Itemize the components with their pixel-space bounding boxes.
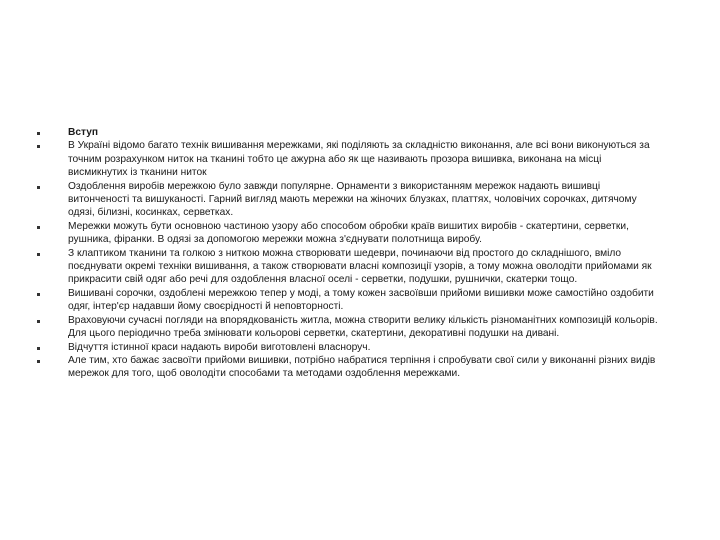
bullet-marker [37, 320, 40, 323]
list-item [37, 139, 663, 179]
list-item [37, 180, 663, 220]
bullet-list [37, 126, 663, 381]
bullet-marker [37, 226, 40, 229]
heading-text: Вступ [68, 127, 99, 138]
list-item [37, 341, 663, 354]
list-item-text: Враховуючи сучасні погляди на впорядкованість житла, можна створити велику кількість різноманітних композицій кольорів. Для цього періодично треба змінювати кольорові серветки, скатертини, декоративні подушки на дивані. [68, 314, 658, 340]
list-item [37, 354, 663, 381]
bullet-marker [37, 145, 40, 148]
bullet-marker [37, 293, 40, 296]
bullet-marker [37, 347, 40, 350]
list-item-text: Але тим, хто бажає засвоїти прийоми вишивки, потрібно набратися терпіння і спробувати свої сили у виконанні різних видів мережок для того, щоб оволодіти способами та методами оздоблення мережками. [68, 354, 656, 380]
list-item-text: З клаптиком тканини та голкою з ниткою можна створювати шедеври, починаючи від простого до складнішого, вміло поєднувати окремі техніки вишивання, а також створювати власні композиції узорів, а тому можна оволодіти прийомами як прикрасити свій одяг або речі для оздоблення власної оселі - серветки, подушки, рушнички, скатерки тощо. [68, 247, 652, 286]
bullet-marker [37, 132, 40, 135]
list-item [37, 247, 663, 287]
list-item-text: Відчуття істинної краси надають вироби виготовлені власноруч. [68, 341, 371, 353]
list-item-text: Оздоблення виробів мережкою було завжди популярне. Орнаменти з використанням мережок надають вишивці витонченості та вишуканості. Гарний вигляд мають мережки на жіночих блузках, платтях, чоловічих сорочках, дитячому одязі, білизні, косинках, серветках. [68, 180, 637, 219]
bullet-marker [37, 186, 40, 189]
list-item-text: Мережки можуть бути основною частиною узору або способом обробки країв вишитих виробів - скатертини, серветки, рушника, фіранки. В одязі за допомогою мережки можна з'єднувати полотнища виробу. [68, 220, 629, 246]
bullet-marker [37, 360, 40, 363]
list-item-text: Вишивані сорочки, оздоблені мережкою тепер у моді, а тому кожен засвоївши прийоми вишивки може самостійно оздобити одяг, інтер'єр надавши йому своєрідності й неповторності. [68, 287, 654, 313]
bullet-marker [37, 253, 40, 256]
list-item [37, 220, 663, 247]
list-item-heading [37, 126, 663, 139]
list-item [37, 287, 663, 314]
list-item [37, 314, 663, 341]
list-item-text: В Україні відомо багато технік вишивання мережками, які поділяють за складністю виконання, але всі вони виконуються за точним розрахунком ниток на тканині тобто це ажурна або як ще називають прозора вишивка, виконана на місці висмикнутих із тканини ниток [68, 140, 650, 179]
